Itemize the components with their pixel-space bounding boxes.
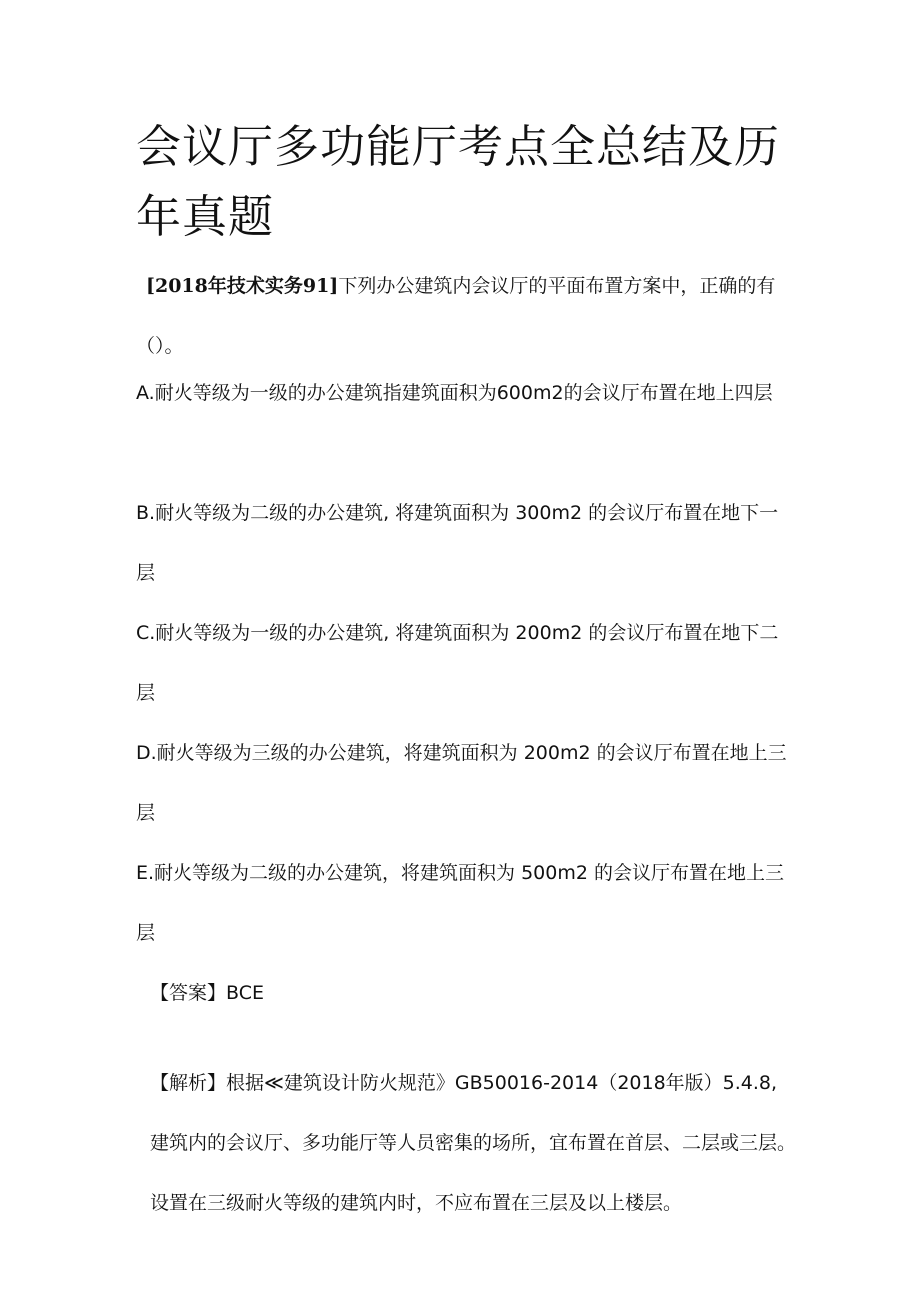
analysis-text: 根据≪建筑设计防火规范》GB50016-2014（2018年版）5.4.8, 建筑内的会议厅、多功能厅等人员密集的场所，宜布置在首层、二层或三层。设置在三级耐火等级的建筑内时，不应布置在三层及以上楼层。	[150, 1072, 797, 1214]
question-stem	[136, 256, 791, 376]
question-source: [2018年技术实务91]	[146, 275, 339, 297]
analysis-paragraph	[136, 1053, 800, 1233]
option-b: B.耐火等级为二级的办公建筑, 将建筑面积为 300m2 的会议厅布置在地下一层	[136, 502, 779, 584]
option-a: A.耐火等级为一级的办公建筑指建筑面积为600m2的会议厅布置在地上四层	[136, 382, 773, 404]
document-title: 会议厅多功能厅考点全总结及历年真题	[136, 120, 781, 243]
question-text: 下列办公建筑内会议厅的平面布置方案中，正确的有（）。	[136, 275, 776, 357]
answer-line	[136, 963, 805, 1023]
answer-label: 【答案】	[150, 982, 227, 1004]
option-d: D.耐火等级为三级的办公建筑，将建筑面积为 200m2 的会议厅布置在地上三层	[136, 742, 787, 824]
option-c: C.耐火等级为一级的办公建筑, 将建筑面积为 200m2 的会议厅布置在地下二层	[136, 622, 779, 704]
answer-value: BCE	[226, 982, 264, 1004]
analysis-label: 【解析】	[150, 1072, 227, 1094]
option-e: E.耐火等级为二级的办公建筑，将建筑面积为 500m2 的会议厅布置在地上三层	[136, 862, 784, 944]
